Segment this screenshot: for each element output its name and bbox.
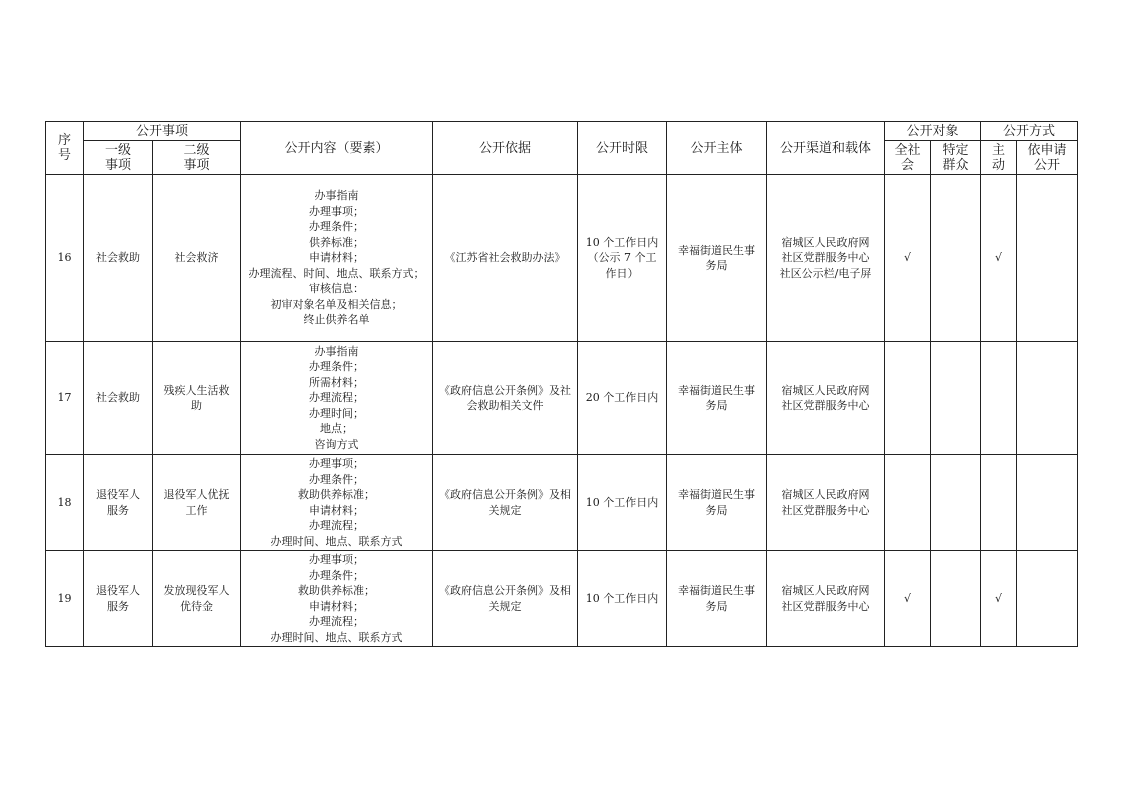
header-items-group: 公开事项 — [84, 122, 241, 141]
header-mode-group: 公开方式 — [981, 122, 1078, 141]
header-seq: 序号 — [46, 122, 84, 175]
content-line: 办理条件； — [309, 360, 365, 374]
cell-subject: 幸福街道民生事务局 — [667, 455, 767, 551]
cell-content — [241, 551, 433, 647]
content-line: 终止供养名单 — [303, 313, 370, 327]
table-row — [46, 175, 1078, 342]
cell-mode-request — [1017, 342, 1078, 455]
cell-basis: 《政府信息公开条例》及社会救助相关文件 — [433, 342, 578, 455]
table-row — [46, 455, 1078, 551]
header-channel: 公开渠道和载体 — [767, 122, 885, 175]
header-subject: 公开主体 — [667, 122, 767, 175]
cell-target-specific — [931, 175, 981, 342]
content-line: 办理事项； — [309, 457, 365, 470]
cell-channel — [767, 342, 885, 455]
header-level1: 一级事项 — [84, 141, 153, 175]
header-timelimit: 公开时限 — [578, 122, 667, 175]
table-header — [46, 122, 1078, 175]
cell-seq: 19 — [46, 551, 84, 647]
content-line: 办理条件； — [309, 220, 365, 234]
channel-line: 宿城区人民政府网 — [781, 488, 870, 501]
content-line: 咨询方式 — [314, 437, 359, 451]
header-target-all: 全社会 — [885, 141, 931, 175]
cell-subject: 幸福街道民生事务局 — [667, 175, 767, 342]
channel-line: 宿城区人民政府网 — [781, 235, 870, 249]
cell-target-specific — [931, 551, 981, 647]
header-target-specific: 特定群众 — [931, 141, 981, 175]
disclosure-table — [45, 121, 1078, 647]
content-line: 审核信息： — [309, 282, 365, 296]
cell-level2: 残疾人生活救助 — [153, 342, 241, 455]
cell-level1: 社会救助 — [84, 175, 153, 342]
channel-line: 社区党群服务中心 — [781, 251, 870, 265]
table-row — [46, 551, 1078, 647]
content-line: 办理时间； — [309, 406, 365, 420]
cell-subject: 幸福街道民生事务局 — [667, 551, 767, 647]
cell-content — [241, 175, 433, 342]
cell-timelimit: 10 个工作日内（公示 7 个工作日） — [578, 175, 667, 342]
content-line: 初审对象名单及相关信息； — [270, 297, 403, 311]
cell-mode-request — [1017, 175, 1078, 342]
cell-level2: 发放现役军人优待金 — [153, 551, 241, 647]
cell-level1: 退役军人服务 — [84, 455, 153, 551]
cell-mode-active: √ — [981, 551, 1017, 647]
header-mode-request: 依申请公开 — [1017, 141, 1078, 175]
cell-target-all — [885, 342, 931, 455]
cell-target-all — [885, 455, 931, 551]
content-line: 救助供养标准； — [298, 584, 376, 597]
cell-mode-active — [981, 455, 1017, 551]
channel-line: 社区党群服务中心 — [781, 503, 870, 517]
content-line: 救助供养标准； — [298, 488, 376, 501]
cell-basis: 《政府信息公开条例》及相关规定 — [433, 551, 578, 647]
content-line: 申请材料； — [309, 599, 365, 613]
content-line: 供养标准； — [309, 235, 365, 249]
cell-basis: 《政府信息公开条例》及相关规定 — [433, 455, 578, 551]
cell-target-specific — [931, 342, 981, 455]
cell-target-all: √ — [885, 551, 931, 647]
content-line: 办理流程、时间、地点、联系方式； — [248, 266, 425, 280]
content-line: 地点； — [320, 422, 354, 436]
channel-line: 宿城区人民政府网 — [781, 383, 870, 397]
content-line: 办理流程； — [309, 615, 365, 628]
cell-mode-active: √ — [981, 175, 1017, 342]
cell-subject: 幸福街道民生事务局 — [667, 342, 767, 455]
content-line: 申请材料； — [309, 503, 365, 517]
content-line: 办理条件； — [309, 472, 365, 486]
cell-timelimit: 10 个工作日内 — [578, 455, 667, 551]
table-row — [46, 342, 1078, 455]
header-level2: 二级事项 — [153, 141, 241, 175]
cell-content — [241, 342, 433, 455]
channel-line: 社区党群服务中心 — [781, 599, 870, 613]
content-line: 办事指南 — [314, 344, 359, 358]
cell-seq: 18 — [46, 455, 84, 551]
content-line: 办事指南 — [314, 189, 359, 203]
header-mode-active: 主动 — [981, 141, 1017, 175]
table-body — [46, 175, 1078, 647]
cell-level2: 退役军人优抚工作 — [153, 455, 241, 551]
cell-channel — [767, 455, 885, 551]
cell-timelimit: 10 个工作日内 — [578, 551, 667, 647]
content-line: 办理条件； — [309, 568, 365, 582]
content-line: 办理时间、地点、联系方式 — [270, 630, 403, 644]
cell-channel — [767, 175, 885, 342]
cell-level2: 社会救济 — [153, 175, 241, 342]
header-target-group: 公开对象 — [885, 122, 981, 141]
cell-target-specific — [931, 455, 981, 551]
cell-mode-active — [981, 342, 1017, 455]
content-line: 申请材料； — [309, 251, 365, 265]
cell-basis: 《江苏省社会救助办法》 — [433, 175, 578, 342]
header-content: 公开内容（要素） — [241, 122, 433, 175]
content-line: 办理流程； — [309, 391, 365, 405]
header-basis: 公开依据 — [433, 122, 578, 175]
channel-line: 社区公示栏/电子屏 — [779, 266, 872, 280]
cell-mode-request — [1017, 455, 1078, 551]
content-line: 办理事项； — [309, 553, 365, 566]
content-line: 所需材料； — [309, 375, 365, 389]
cell-timelimit: 20 个工作日内 — [578, 342, 667, 455]
cell-seq: 17 — [46, 342, 84, 455]
cell-level1: 社会救助 — [84, 342, 153, 455]
cell-target-all: √ — [885, 175, 931, 342]
cell-seq: 16 — [46, 175, 84, 342]
cell-level1: 退役军人服务 — [84, 551, 153, 647]
content-line: 办理事项； — [309, 204, 365, 218]
channel-line: 宿城区人民政府网 — [781, 584, 870, 597]
channel-line: 社区党群服务中心 — [781, 399, 870, 412]
cell-mode-request — [1017, 551, 1078, 647]
content-line: 办理流程； — [309, 519, 365, 532]
cell-channel — [767, 551, 885, 647]
cell-content — [241, 455, 433, 551]
content-line: 办理时间、地点、联系方式 — [270, 534, 403, 548]
